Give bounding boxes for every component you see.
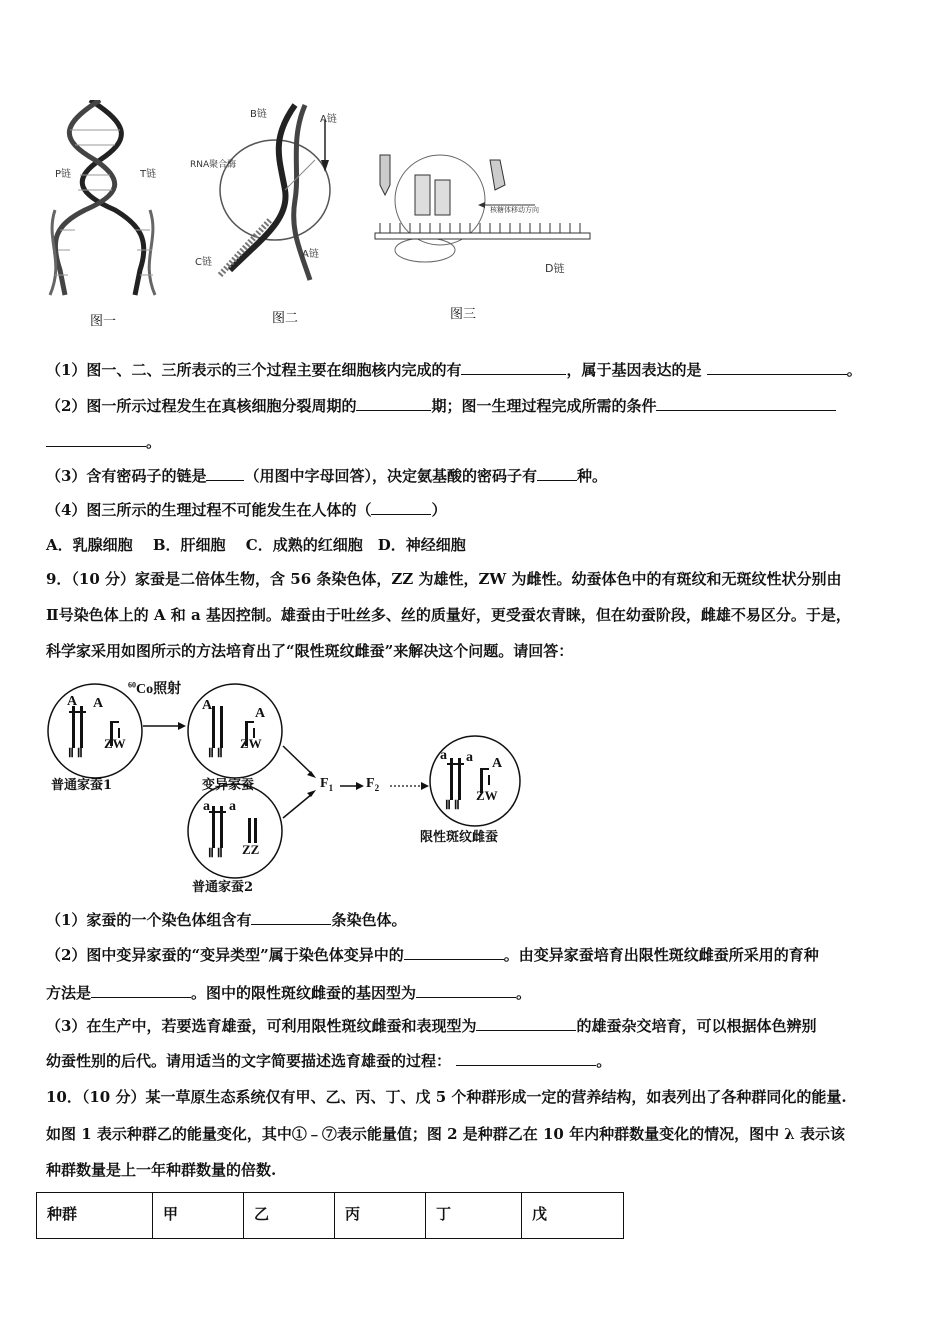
q9-p1-text-b: 条染色体。 <box>331 911 407 929</box>
answer-blank[interactable] <box>206 466 244 481</box>
gene-a-limited-left: a <box>440 748 447 763</box>
q9-p2-text-b: 。由变异家蚕培育出限性斑纹雌蚕所采用的育种 <box>503 946 819 964</box>
c-strand-label: C链 <box>195 257 212 268</box>
ribosome-direction-label: 核糖体移动方向 <box>490 206 539 214</box>
q8-part4 <box>46 500 446 520</box>
q8-p4-text-a: （4）图三所示的生理过程不可能发生在人体的（ <box>46 501 372 519</box>
q9-p3-text-d: 。 <box>596 1052 612 1070</box>
irradiation-superscript: 60 <box>128 680 136 690</box>
table-cell: 甲 <box>153 1193 244 1239</box>
f1-label <box>320 776 333 793</box>
silkworm-breeding-diagram <box>40 676 540 896</box>
t-strand-label: T链 <box>140 169 157 180</box>
a-strand-label-top: A链 <box>320 114 337 125</box>
q9-part3 <box>46 1016 816 1036</box>
figure-row <box>40 95 600 335</box>
q8-part3 <box>46 466 607 486</box>
q9-p2-text-c: 方法是 <box>46 984 92 1002</box>
q8-p1-text-a: （1）图一、二、三所表示的三个过程主要在细胞核内完成的有 <box>46 361 462 379</box>
q8-p3-text-c: 种。 <box>576 467 607 485</box>
answer-blank[interactable] <box>404 945 504 960</box>
q9-p1-text-a: （1）家蚕的一个染色体组含有 <box>46 911 252 929</box>
d-strand-label: D链 <box>545 262 565 275</box>
q8-part2 <box>46 396 836 416</box>
q8-p4-text-b: ） <box>431 501 447 519</box>
q9-intro-line2: Ⅱ号染色体上的 A 和 a 基因控制。雄蚕由于吐丝多、丝的质量好，更受蚕农青睐，但在幼蚕阶段，雌雄不易区分。于是， <box>46 606 851 624</box>
gene-a-left: a <box>203 799 210 814</box>
answer-blank[interactable] <box>461 360 566 375</box>
gene-A-right: A <box>93 696 104 711</box>
answer-blank[interactable] <box>456 1051 596 1066</box>
table-cell: 戊 <box>522 1193 624 1239</box>
q10-intro-line3: 种群数量是上一年种群数量的倍数. <box>46 1161 277 1179</box>
table-row <box>37 1193 624 1239</box>
answer-blank[interactable] <box>91 983 191 998</box>
zz-label: ZZ <box>242 842 260 857</box>
table-cell: 丙 <box>335 1193 426 1239</box>
table-cell: 丁 <box>426 1193 522 1239</box>
gene-A-variant-z: A <box>255 706 266 721</box>
q10-intro-line1: 10．（10 分）某一草原生态系统仅有甲、乙、丙、丁、戊 5 个种群形成一定的营养结构，如表列出了各种群同化的能量. <box>46 1088 847 1106</box>
answer-blank[interactable] <box>371 500 431 515</box>
zw-label: ZW <box>104 736 126 751</box>
silkworm2-label: 普通家蚕2 <box>192 880 254 895</box>
f1-subscript: 1 <box>328 782 334 793</box>
f1-text: F <box>320 776 329 791</box>
q8-p2-text-a: （2）图一所示过程发生在真核细胞分裂周期的 <box>46 397 357 415</box>
q9-p3-text-a: （3）在生产中，若要选育雄蚕，可利用限性斑纹雌蚕和表现型为 <box>46 1017 477 1035</box>
f2-subscript: 2 <box>374 782 380 793</box>
chromosome-II-label: Ⅱ Ⅱ <box>445 798 460 812</box>
f2-text: F <box>366 776 375 791</box>
gene-a-limited-right: a <box>466 750 473 765</box>
q8-p1-text-b: ，属于基因表达的是 <box>566 361 702 379</box>
answer-blank[interactable] <box>416 983 516 998</box>
gene-A-left: A <box>67 694 78 709</box>
q9-intro-line3: 科学家采用如图所示的方法培育出了“限性斑纹雌蚕”来解决这个问题。请回答： <box>46 642 574 660</box>
transcription-figure <box>200 100 350 300</box>
q8-part1 <box>46 360 862 380</box>
limited-female-label: 限性斑纹雌蚕 <box>420 830 499 845</box>
q8-p3-text-a: （3）含有密码子的链是 <box>46 467 207 485</box>
b-strand-label: B链 <box>250 109 267 120</box>
gene-A-limited-w: A <box>492 756 503 771</box>
q8-p3-text-b: （用图中字母回答），决定氨基酸的密码子有 <box>244 467 537 485</box>
diagram-shapes <box>40 676 540 896</box>
q10-intro-line2: 如图 1 表示种群乙的能量变化，其中①﹣⑦表示能量值；图 2 是种群乙在 10 年内种群数量变化的情况，图中 λ 表示该 <box>46 1125 846 1143</box>
gene-a-right: a <box>229 799 236 814</box>
answer-blank[interactable] <box>656 396 836 411</box>
population-energy-table <box>36 1192 624 1239</box>
chromosome-II-label: Ⅱ Ⅱ <box>208 746 223 760</box>
answer-blank[interactable] <box>707 360 847 375</box>
f2-label <box>366 776 379 793</box>
gene-A-variant: A <box>202 698 213 713</box>
irradiation-label <box>128 678 181 698</box>
p-strand-label: P链 <box>55 169 72 180</box>
zw-label: ZW <box>476 788 498 803</box>
table-cell: 乙 <box>244 1193 335 1239</box>
q9-part3-cont <box>46 1051 611 1071</box>
dna-replication-figure <box>40 100 170 300</box>
q8-p2-text-b: 期；图一生理过程完成所需的条件 <box>431 397 657 415</box>
answer-blank[interactable] <box>46 432 146 447</box>
answer-blank[interactable] <box>476 1016 576 1031</box>
chromosome-II-label: Ⅱ Ⅱ <box>68 746 83 760</box>
a-strand-label-bottom: A链 <box>302 249 319 260</box>
answer-blank[interactable] <box>356 396 431 411</box>
q9-p3-text-c: 幼蚕性别的后代。请用适当的文字简要描述选育雄蚕的过程： <box>46 1052 452 1070</box>
q8-p2-text-c: 。 <box>146 433 162 451</box>
q9-part2 <box>46 945 819 965</box>
q8-part2-cont <box>46 432 161 452</box>
zw-label: ZW <box>240 736 262 751</box>
q9-p2-text-a: （2）图中变异家蚕的“变异类型”属于染色体变异中的 <box>46 946 404 964</box>
table-cell: 种群 <box>37 1193 153 1239</box>
q9-p3-text-b: 的雄蚕杂交培育，可以根据体色辨别 <box>576 1017 817 1035</box>
q9-p2-text-d: 。图中的限性斑纹雌蚕的基因型为 <box>191 984 417 1002</box>
q9-p2-text-e: 。 <box>516 984 532 1002</box>
fig3-caption: 图三 <box>450 307 477 322</box>
answer-blank[interactable] <box>251 910 331 925</box>
fig1-caption: 图一 <box>90 314 117 329</box>
q9-part2-cont <box>46 983 531 1003</box>
silkworm1-label: 普通家蚕1 <box>51 778 113 793</box>
irradiation-text: Co照射 <box>136 682 182 697</box>
variant-silkworm-label: 变异家蚕 <box>202 778 255 793</box>
fig2-caption: 图二 <box>272 311 299 326</box>
chromosome-II-label: Ⅱ Ⅱ <box>208 846 223 860</box>
q8-options: A．乳腺细胞 B．肝细胞 C．成熟的红细胞 D．神经细胞 <box>46 536 466 554</box>
q9-intro-line1: 9．（10 分）家蚕是二倍体生物，含 56 条染色体，ZZ 为雄性，ZW 为雌性。幼蚕体色中的有斑纹和无斑纹性状分别由 <box>46 570 842 588</box>
q8-p1-text-c: 。 <box>846 361 862 379</box>
answer-blank[interactable] <box>537 466 577 481</box>
rna-polymerase-label: RNA聚合酶 <box>190 160 237 170</box>
q9-part1 <box>46 910 406 930</box>
